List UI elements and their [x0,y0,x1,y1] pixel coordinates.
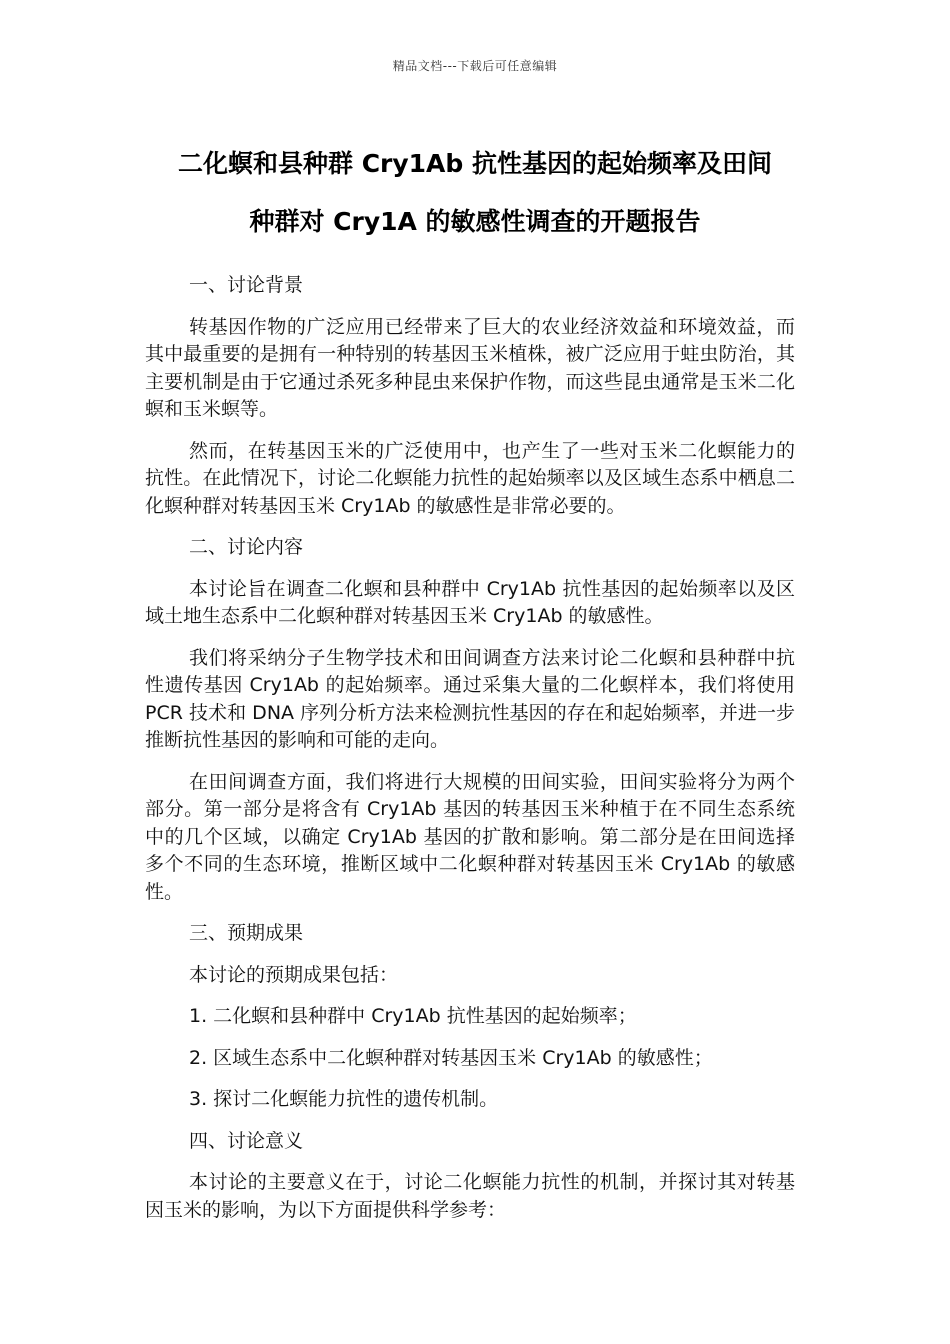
section-heading-content: 二、讨论内容 [189,536,304,558]
page-header-note: 精品文档---下载后可任意编辑 [392,59,558,73]
document-title [120,135,830,251]
content-paragraph-2: 我们将采纳分子生物学技术和田间调查方法来讨论二化螟和县种群中抗性遗传基因 Cry1Ab 的起始频率。通过采集大量的二化螟样本，我们将使用 PCR 技术和 DNA 序列分析方法来检测抗性基因的存在和起始频率，并进一步推断抗性基因的影响和可能的走向。 [145,646,795,751]
section-heading-significance: 四、讨论意义 [189,1129,304,1152]
title-line-2: 种群对 Cry1A 的敏感性调查的开题报告 [249,207,701,236]
results-list-item: 1. 二化螟和县种群中 Cry1Ab 抗性基因的起始频率； [189,1005,637,1027]
content-paragraph-1: 本讨论旨在调查二化螟和县种群中 Cry1Ab 抗性基因的起始频率以及区域土地生态系中二化螟种群对转基因玉米 Cry1Ab 的敏感性。 [145,577,795,627]
content-paragraph-3: 在田间调查方面，我们将进行大规模的田间实验，田间实验将分为两个部分。第一部分是将含有 Cry1Ab 基因的转基因玉米种植于在不同生态系统中的几个区域，以确定 Cry1Ab 基因的扩散和影响。第二部分是在田间选择多个不同的生态环境，推断区域中二化螟种群对转基因玉米 Cry1Ab 的敏感性。 [145,770,795,903]
title-line-1: 二化螟和县种群 Cry1Ab 抗性基因的起始频率及田间 [177,149,773,178]
background-paragraph-2: 然而，在转基因玉米的广泛使用中，也产生了一些对玉米二化螟能力的抗性。在此情况下，讨论二化螟能力抗性的起始频率以及区域生态系中栖息二化螟种群对转基因玉米 Cry1Ab 的敏感性是非常必要的。 [145,439,795,517]
results-intro: 本讨论的预期成果包括： [189,963,399,986]
background-paragraph-1: 转基因作物的广泛应用已经带来了巨大的农业经济效益和环境效益，而其中最重要的是拥有一种特别的转基因玉米植株，被广泛应用于蛀虫防治，其主要机制是由于它通过杀死多种昆虫来保护作物，而这些昆虫通常是玉米二化螟和玉米螟等。 [145,315,795,420]
results-list-item: 2. 区域生态系中二化螟种群对转基因玉米 Cry1Ab 的敏感性； [189,1046,713,1069]
section-heading-background: 一、讨论背景 [189,274,304,296]
significance-paragraph-1: 本讨论的主要意义在于，讨论二化螟能力抗性的机制，并探讨其对转基因玉米的影响，为以下方面提供科学参考： [145,1171,795,1221]
document-body [145,272,795,1238]
section-heading-results: 三、预期成果 [189,922,304,944]
results-list-item: 3. 探讨二化螟能力抗性的遗传机制。 [189,1088,499,1110]
